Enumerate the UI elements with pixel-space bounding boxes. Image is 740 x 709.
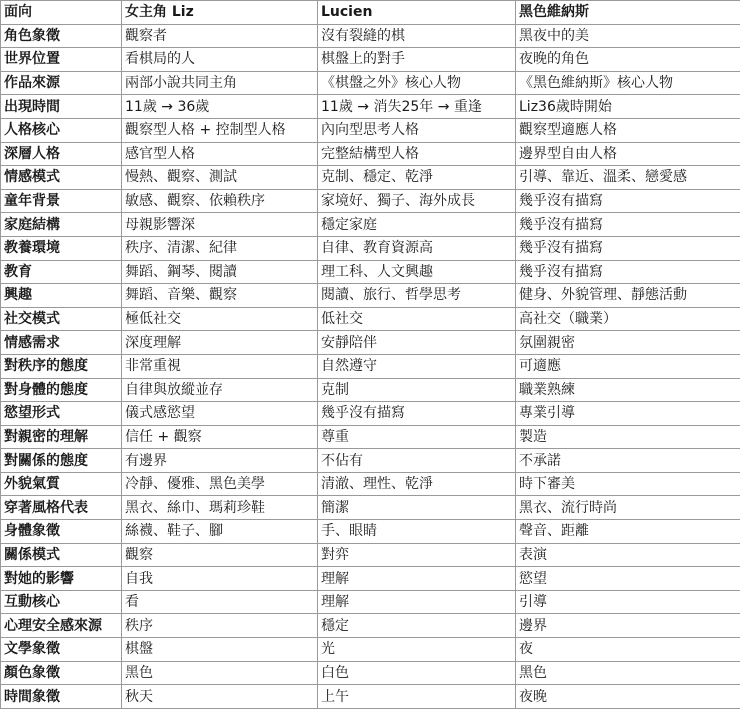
table-row <box>1 213 740 237</box>
row-label-cell: 童年背景 <box>1 189 122 213</box>
liz-cell: 黑色 <box>122 661 318 685</box>
table-row <box>1 614 740 638</box>
table-row <box>1 520 740 544</box>
table-row <box>1 71 740 95</box>
row-label-cell: 社交模式 <box>1 307 122 331</box>
black-venus-cell: 時下審美 <box>516 472 740 496</box>
lucien-cell: 閱讀、旅行、哲學思考 <box>318 284 516 308</box>
black-venus-cell: 引導、靠近、溫柔、戀愛感 <box>516 166 740 190</box>
table-row <box>1 260 740 284</box>
row-label-cell: 對她的影響 <box>1 567 122 591</box>
table-row <box>1 331 740 355</box>
row-label-cell: 對親密的理解 <box>1 425 122 449</box>
lucien-cell: 安靜陪伴 <box>318 331 516 355</box>
lucien-cell: 光 <box>318 638 516 662</box>
black-venus-cell: 職業熟練 <box>516 378 740 402</box>
liz-cell: 冷靜、優雅、黑色美學 <box>122 472 318 496</box>
black-venus-cell: 夜晚 <box>516 685 740 709</box>
lucien-cell: 幾乎沒有描寫 <box>318 402 516 426</box>
row-label-cell: 身體象徵 <box>1 520 122 544</box>
table-row <box>1 543 740 567</box>
liz-cell: 儀式感慾望 <box>122 402 318 426</box>
lucien-cell: 白色 <box>318 661 516 685</box>
header-cell-lucien: Lucien <box>318 1 516 25</box>
black-venus-cell: 製造 <box>516 425 740 449</box>
lucien-cell: 家境好、獨子、海外成長 <box>318 189 516 213</box>
liz-cell: 觀察 <box>122 543 318 567</box>
table-body <box>1 24 740 708</box>
row-label-cell: 穿著風格代表 <box>1 496 122 520</box>
table-row <box>1 590 740 614</box>
lucien-cell: 簡潔 <box>318 496 516 520</box>
black-venus-cell: 高社交（職業） <box>516 307 740 331</box>
liz-cell: 觀察型人格 + 控制型人格 <box>122 118 318 142</box>
lucien-cell: 完整結構型人格 <box>318 142 516 166</box>
row-label-cell: 深層人格 <box>1 142 122 166</box>
header-cell-liz: 女主角 Liz <box>122 1 318 25</box>
row-label-cell: 心理安全感來源 <box>1 614 122 638</box>
lucien-cell: 對弈 <box>318 543 516 567</box>
lucien-cell: 手、眼睛 <box>318 520 516 544</box>
black-venus-cell: 夜晚的角色 <box>516 48 740 72</box>
lucien-cell: 自律、教育資源高 <box>318 236 516 260</box>
table-row <box>1 118 740 142</box>
row-label-cell: 文學象徵 <box>1 638 122 662</box>
table-row <box>1 284 740 308</box>
header-cell-aspect: 面向 <box>1 1 122 25</box>
liz-cell: 11歲 → 36歲 <box>122 95 318 119</box>
black-venus-cell: 黑色 <box>516 661 740 685</box>
liz-cell: 秩序 <box>122 614 318 638</box>
lucien-cell: 理解 <box>318 590 516 614</box>
header-row <box>1 1 740 25</box>
black-venus-cell: 幾乎沒有描寫 <box>516 260 740 284</box>
table-row <box>1 378 740 402</box>
black-venus-cell: 可適應 <box>516 354 740 378</box>
row-label-cell: 時間象徵 <box>1 685 122 709</box>
liz-cell: 慢熱、觀察、測試 <box>122 166 318 190</box>
liz-cell: 感官型人格 <box>122 142 318 166</box>
row-label-cell: 對關係的態度 <box>1 449 122 473</box>
table-row <box>1 425 740 449</box>
row-label-cell: 對秩序的態度 <box>1 354 122 378</box>
black-venus-cell: 幾乎沒有描寫 <box>516 213 740 237</box>
row-label-cell: 教養環境 <box>1 236 122 260</box>
table-row <box>1 472 740 496</box>
row-label-cell: 角色象徵 <box>1 24 122 48</box>
lucien-cell: 克制 <box>318 378 516 402</box>
lucien-cell: 內向型思考人格 <box>318 118 516 142</box>
liz-cell: 自律與放縱並存 <box>122 378 318 402</box>
table-row <box>1 24 740 48</box>
row-label-cell: 家庭結構 <box>1 213 122 237</box>
table-row <box>1 95 740 119</box>
black-venus-cell: 慾望 <box>516 567 740 591</box>
table-row <box>1 189 740 213</box>
table-row <box>1 449 740 473</box>
row-label-cell: 慾望形式 <box>1 402 122 426</box>
row-label-cell: 互動核心 <box>1 590 122 614</box>
black-venus-cell: 氛圍親密 <box>516 331 740 355</box>
liz-cell: 舞蹈、鋼琴、閱讀 <box>122 260 318 284</box>
lucien-cell: 理工科、人文興趣 <box>318 260 516 284</box>
black-venus-cell: 觀察型適應人格 <box>516 118 740 142</box>
table-row <box>1 685 740 709</box>
row-label-cell: 情感需求 <box>1 331 122 355</box>
liz-cell: 有邊界 <box>122 449 318 473</box>
table-row <box>1 567 740 591</box>
black-venus-cell: 聲音、距離 <box>516 520 740 544</box>
lucien-cell: 穩定 <box>318 614 516 638</box>
row-label-cell: 情感模式 <box>1 166 122 190</box>
liz-cell: 兩部小說共同主角 <box>122 71 318 95</box>
lucien-cell: 11歲 → 消失25年 → 重逢 <box>318 95 516 119</box>
liz-cell: 非常重視 <box>122 354 318 378</box>
lucien-cell: 清澈、理性、乾淨 <box>318 472 516 496</box>
liz-cell: 絲襪、鞋子、腳 <box>122 520 318 544</box>
black-venus-cell: 健身、外貌管理、靜態活動 <box>516 284 740 308</box>
lucien-cell: 尊重 <box>318 425 516 449</box>
table-row <box>1 142 740 166</box>
black-venus-cell: 夜 <box>516 638 740 662</box>
table-row <box>1 354 740 378</box>
black-venus-cell: Liz36歲時開始 <box>516 95 740 119</box>
liz-cell: 自我 <box>122 567 318 591</box>
liz-cell: 黑衣、絲巾、瑪莉珍鞋 <box>122 496 318 520</box>
black-venus-cell: 引導 <box>516 590 740 614</box>
lucien-cell: 《棋盤之外》核心人物 <box>318 71 516 95</box>
liz-cell: 觀察者 <box>122 24 318 48</box>
lucien-cell: 克制、穩定、乾淨 <box>318 166 516 190</box>
lucien-cell: 低社交 <box>318 307 516 331</box>
lucien-cell: 沒有裂縫的棋 <box>318 24 516 48</box>
black-venus-cell: 表演 <box>516 543 740 567</box>
row-label-cell: 教育 <box>1 260 122 284</box>
liz-cell: 棋盤 <box>122 638 318 662</box>
table-row <box>1 307 740 331</box>
row-label-cell: 人格核心 <box>1 118 122 142</box>
liz-cell: 母親影響深 <box>122 213 318 237</box>
black-venus-cell: 幾乎沒有描寫 <box>516 236 740 260</box>
black-venus-cell: 《黑色維納斯》核心人物 <box>516 71 740 95</box>
black-venus-cell: 黑夜中的美 <box>516 24 740 48</box>
lucien-cell: 穩定家庭 <box>318 213 516 237</box>
row-label-cell: 外貌氣質 <box>1 472 122 496</box>
row-label-cell: 顏色象徵 <box>1 661 122 685</box>
table-row <box>1 638 740 662</box>
row-label-cell: 作品來源 <box>1 71 122 95</box>
header-cell-black-venus: 黑色維納斯 <box>516 1 740 25</box>
black-venus-cell: 幾乎沒有描寫 <box>516 189 740 213</box>
black-venus-cell: 邊界型自由人格 <box>516 142 740 166</box>
black-venus-cell: 專業引導 <box>516 402 740 426</box>
table-row <box>1 402 740 426</box>
liz-cell: 秋天 <box>122 685 318 709</box>
liz-cell: 信任 + 觀察 <box>122 425 318 449</box>
black-venus-cell: 不承諾 <box>516 449 740 473</box>
row-label-cell: 興趣 <box>1 284 122 308</box>
liz-cell: 敏感、觀察、依賴秩序 <box>122 189 318 213</box>
liz-cell: 看棋局的人 <box>122 48 318 72</box>
table-row <box>1 236 740 260</box>
black-venus-cell: 邊界 <box>516 614 740 638</box>
table-row <box>1 166 740 190</box>
table-row <box>1 661 740 685</box>
table-row <box>1 496 740 520</box>
table-row <box>1 48 740 72</box>
black-venus-cell: 黑衣、流行時尚 <box>516 496 740 520</box>
lucien-cell: 上午 <box>318 685 516 709</box>
liz-cell: 極低社交 <box>122 307 318 331</box>
row-label-cell: 對身體的態度 <box>1 378 122 402</box>
lucien-cell: 不佔有 <box>318 449 516 473</box>
liz-cell: 秩序、清潔、紀律 <box>122 236 318 260</box>
lucien-cell: 棋盤上的對手 <box>318 48 516 72</box>
row-label-cell: 出現時間 <box>1 95 122 119</box>
liz-cell: 深度理解 <box>122 331 318 355</box>
row-label-cell: 世界位置 <box>1 48 122 72</box>
liz-cell: 舞蹈、音樂、觀察 <box>122 284 318 308</box>
row-label-cell: 關係模式 <box>1 543 122 567</box>
lucien-cell: 理解 <box>318 567 516 591</box>
liz-cell: 看 <box>122 590 318 614</box>
lucien-cell: 自然遵守 <box>318 354 516 378</box>
